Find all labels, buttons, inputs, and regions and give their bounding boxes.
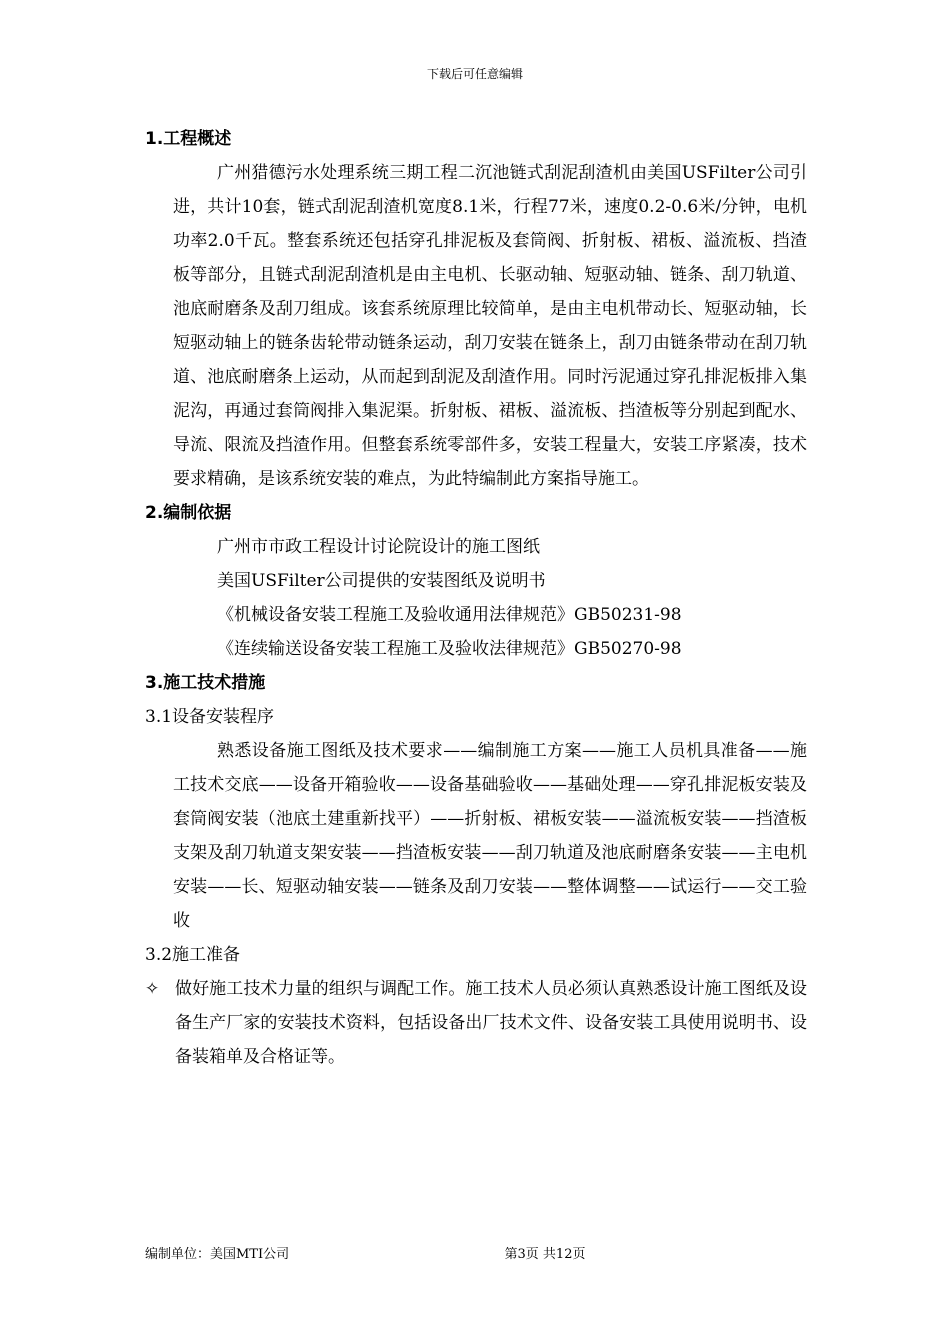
footer-organization: 编制单位：美国MTI公司 [145, 1247, 290, 1262]
reference-item: 《连续输送设备安装工程施工及验收法律规范》GB50270-98 [217, 639, 682, 659]
document-body [145, 122, 807, 1074]
subsection-heading-preparation: 3.2施工准备 [145, 945, 241, 965]
bullet-text: 做好施工技术力量的组织与调配工作。施工技术人员必须认真熟悉设计施工图纸及设备生产厂家的安装技术资料，包括设备出厂技术文件、设备安装工具使用说明书、设备装箱单及合格证等。 [175, 979, 807, 1067]
reference-item: 《机械设备安装工程施工及验收通用法律规范》GB50231-98 [217, 605, 682, 625]
overview-paragraph: 广州猎德污水处理系统三期工程二沉池链式刮泥刮渣机由美国USFilter公司引进，共计10套，链式刮泥刮渣机宽度8.1米，行程77米，速度0.2-0.6米/分钟，电机功率2.0千瓦。整套系统还包括穿孔排泥板及套筒阀、折射板、裙板、溢流板、挡渣板等部分，且链式刮泥刮渣机是由主电机、长驱动轴、短驱动轴、链条、刮刀轨道、池底耐磨条及刮刀组成。该套系统原理比较简单，是由主电机带动长、短驱动轴，长短驱动轴上的链条齿轮带动链条运动，刮刀安装在链条上，刮刀由链条带动在刮刀轨道、池底耐磨条上运动，从而起到刮泥及刮渣作用。同时污泥通过穿孔排泥板排入集泥沟，再通过套筒阀排入集泥渠。折射板、裙板、溢流板、挡渣板等分别起到配水、导流、限流及挡渣作用。但整套系统零部件多，安装工程量大，安装工序紧凑，技术要求精确，是该系统安装的难点，为此特编制此方案指导施工。 [173, 163, 807, 489]
section-heading-overview: 1.工程概述 [145, 129, 232, 149]
diamond-bullet-icon: ✧ [145, 979, 160, 999]
footer-page-number: 第3页 共12页 [504, 1247, 586, 1262]
subsection-heading-installation-procedure: 3.1设备安装程序 [145, 707, 275, 727]
bullet-item [145, 972, 807, 1074]
installation-procedure-paragraph: 熟悉设备施工图纸及技术要求——编制施工方案——施工人员机具准备——施工技术交底——设备开箱验收——设备基础验收——基础处理——穿孔排泥板安装及套筒阀安装（池底土建重新找平）——折射板、裙板安装——溢流板安装——挡渣板支架及刮刀轨道支架安装——挡渣板安装——刮刀轨道及池底耐磨条安装——主电机安装——长、短驱动轴安装——链条及刮刀安装——整体调整——试运行——交工验收 [173, 741, 807, 931]
page-header: 下载后可任意编辑 [426, 67, 523, 81]
reference-item: 美国USFilter公司提供的安装图纸及说明书 [217, 571, 546, 591]
section-heading-basis: 2.编制依据 [145, 503, 232, 523]
section-heading-technical-measures: 3.施工技术措施 [145, 673, 266, 693]
reference-item: 广州市市政工程设计讨论院设计的施工图纸 [217, 537, 540, 557]
